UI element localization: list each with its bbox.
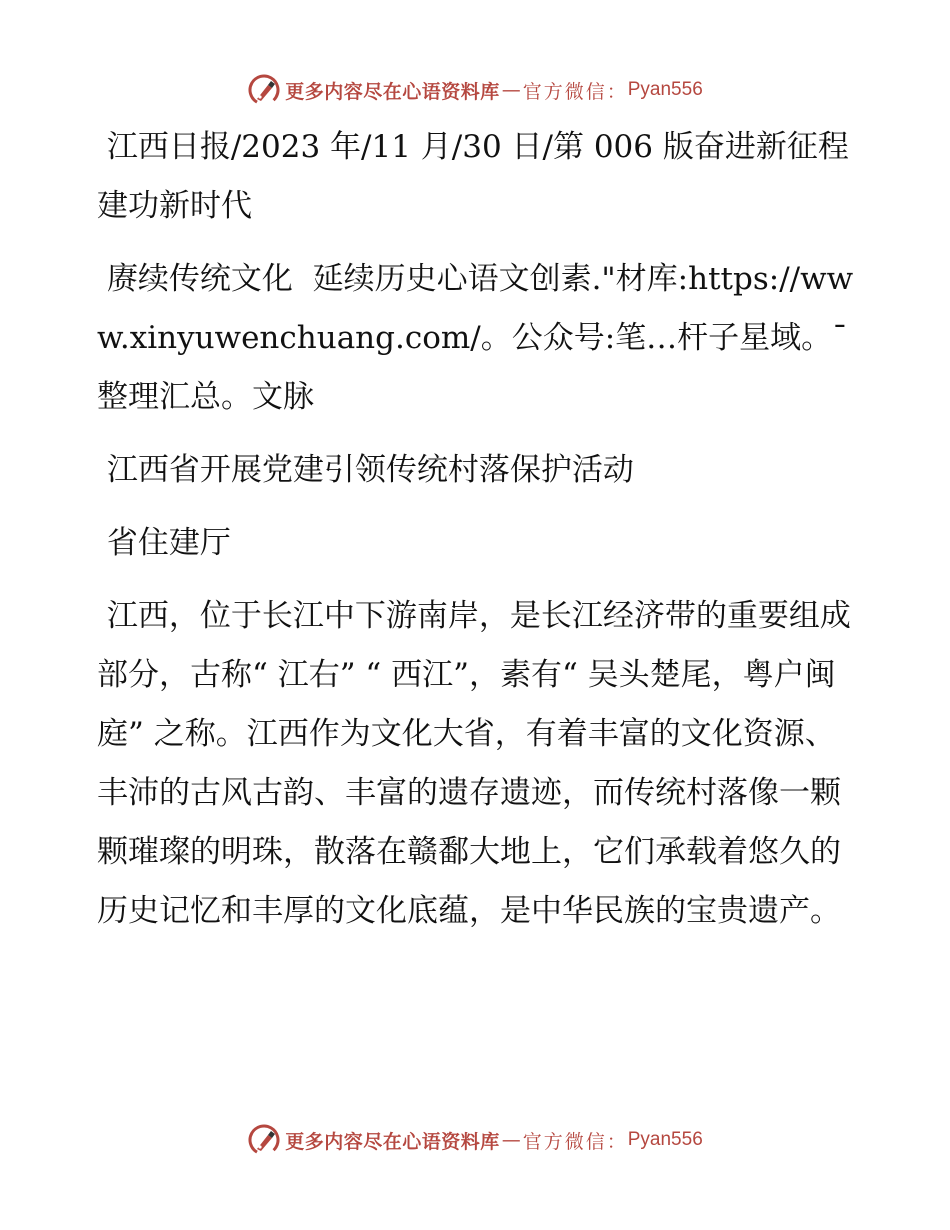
watermark-official-label: 官方微信： <box>522 80 628 103</box>
article-headline: 江西省开展党建引领传统村落保护活动 <box>97 452 634 488</box>
watermark-separator: — <box>501 79 521 101</box>
watermark-wechat-id: Pyan556 <box>627 1129 703 1150</box>
watermark-brand: 更多内容尽在心语资料库 <box>285 1130 500 1153</box>
document-body <box>97 118 857 941</box>
watermark-separator: — <box>501 1129 521 1151</box>
header-watermark <box>0 70 950 110</box>
pen-nib-logo-icon <box>247 73 281 107</box>
pen-nib-logo-icon <box>247 1123 281 1157</box>
watermark-wechat-id: Pyan556 <box>627 79 703 100</box>
footer-watermark <box>0 1120 950 1160</box>
watermark-official-label: 官方微信： <box>522 1130 628 1153</box>
watermark-brand: 更多内容尽在心语资料库 <box>285 80 500 103</box>
subtitle-line: 赓续传统文化 延续历史心语文创素."材库:https://www.xinyuwenchuang.com/。公众号:笔…杆子星域。¯整理汇总。文脉 <box>97 261 854 415</box>
dateline-title: 江西日报/2023 年/11 月/30 日/第 006 版奋进新征程 建功新时代 <box>97 129 859 224</box>
body-paragraph: 江西，位于长江中下游南岸，是长江经济带的重要组成部分，古称“ 江右” “ 西江”，素有“ 吴头楚尾，粤户闽庭” 之称。江西作为文化大省，有着丰富的文化资源、丰沛的古风古韵、丰富的遗存遗迹，而传统村落像一颗颗璀璨的明珠，散落在赣鄱大地上，它们承载着悠久的历史记忆和丰厚的文化底蕴，是中华民族的宝贵遗产。 <box>97 598 851 929</box>
article-author: 省住建厅 <box>97 525 231 561</box>
